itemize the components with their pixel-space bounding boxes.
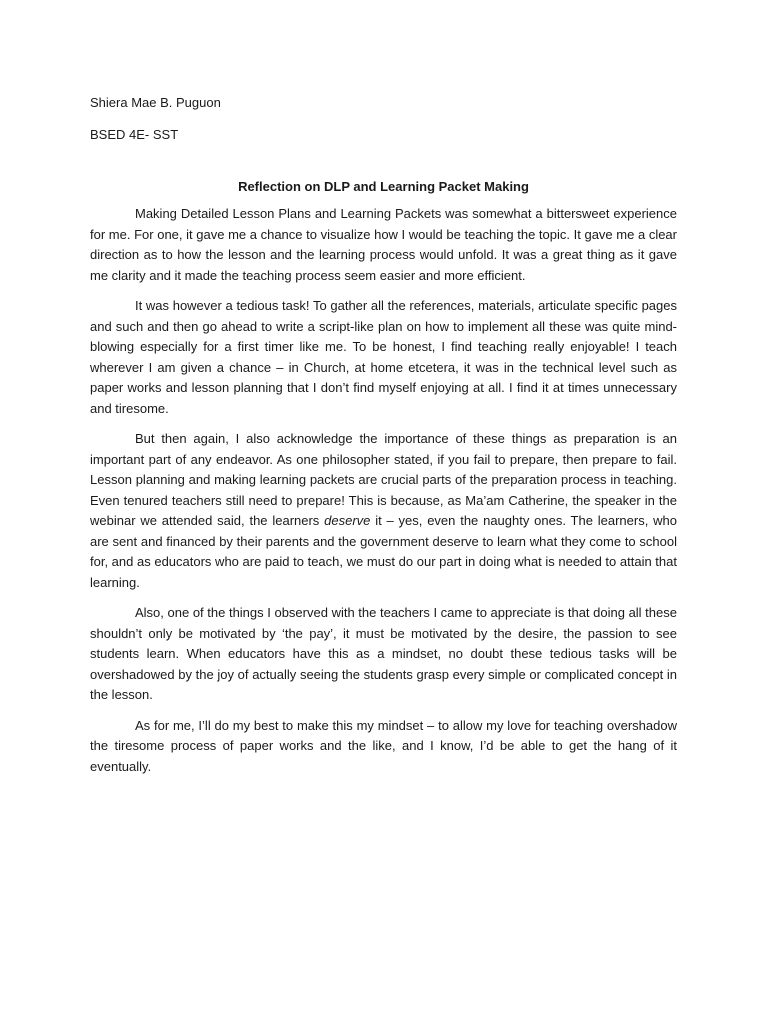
paragraph-1: Making Detailed Lesson Plans and Learning Packets was somewhat a bittersweet experience for me. For one, it gave me a chance to visualize how I would be teaching the topic. It gave me a clear direction as to how the lesson and the learning process would unfold. It was a great thing as it gave me clarity and it made the teaching process seem easier and more efficient. [90,206,677,283]
course-section: BSED 4E- SST [90,127,179,142]
paragraph-4: Also, one of the things I observed with the teachers I came to appreciate is that doing all these shouldn’t only be motivated by ‘the pay’, it must be motivated by the desire, the passion to see students learn. When educators have this as a mindset, no doubt these tedious tasks will be overshadowed by the joy of actually seeing the students grasp every simple or complicated concept in the lesson. [90,605,677,702]
paragraph-5: As for me, I’ll do my best to make this my mindset – to allow my love for teaching overshadow the tiresome process of paper works and the like, and I know, I’d be able to get the hang of it eventually. [90,717,677,774]
paragraph-3-text-before: But then again, I also acknowledge the importance of these things as preparation is an important part of any endeavor. As one philosopher stated, if you fail to prepare, then prepare to fail. Lesson planning and making learning packets are crucial parts of the preparation process in teaching. Even tenured teachers still need to prepare! This is because, as Ma’am Catherine, the speaker in the webinar we attended said, the learners [90,431,677,528]
author-name: Shiera Mae B. Puguon [90,95,221,110]
paragraph-3-emphasis: deserve [324,513,371,528]
paragraph-3-text-after: it – yes, even the naughty ones. The learners, who are sent and financed by their parents and the government deserve to learn what they come to school for, and as educators who are paid to teach, we must do our part in doing what is needed to attain that learning. [90,513,677,590]
document-title: Reflection on DLP and Learning Packet Making [238,179,529,194]
document-page [90,94,677,787]
paragraph-2: It was however a tedious task! To gather all the references, materials, articulate specific pages and such and then go ahead to write a script-like plan on how to implement all these was quite mind-blowing especially for a first timer like me. To be honest, I find teaching really enjoyable! I teach wherever I am given a chance – in Church, at home etcetera, it was in the technical level such as paper works and lesson planning that I don’t find myself enjoying at all. I find it at times unnecessary and tiresome. [90,298,677,416]
paragraph-3 [90,429,677,593]
